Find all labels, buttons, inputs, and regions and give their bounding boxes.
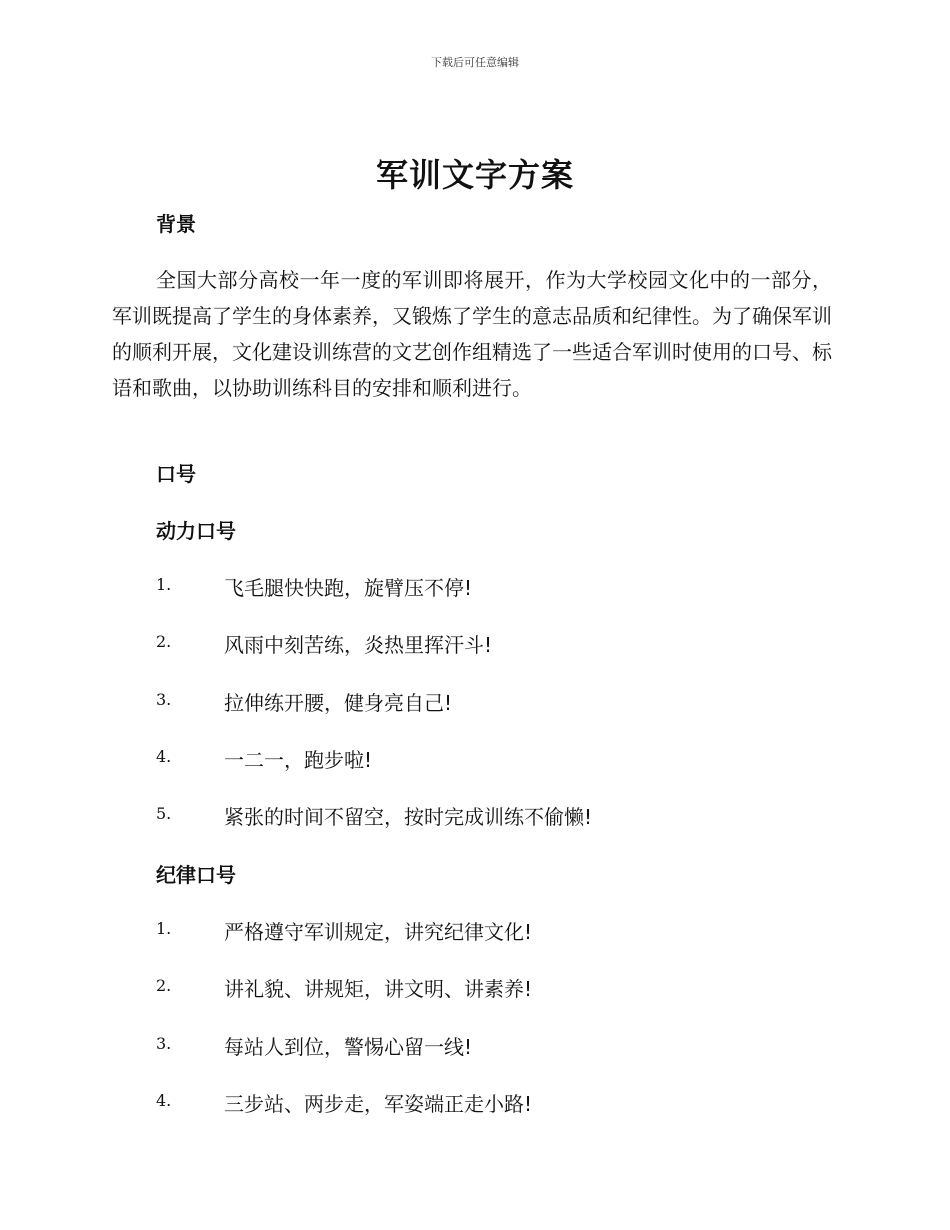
list-number: 3.	[156, 1033, 172, 1053]
slogan-text: 讲礼貌、讲规矩，讲文明、讲素养!	[224, 977, 533, 1002]
slogan-text: 严格遵守军训规定，讲究纪律文化!	[224, 920, 533, 944]
header-note: 下载后可任意编辑	[431, 56, 519, 69]
subsection-heading-power: 动力口号	[156, 519, 236, 543]
slogan-text: 拉伸练开腰，健身亮自己!	[224, 690, 453, 715]
list-number: 3.	[156, 689, 172, 709]
list-item	[156, 1031, 532, 1088]
list-number: 2.	[156, 632, 172, 652]
background-paragraph: 全国大部分高校一年一度的军训即将展开，作为大学校园文化中的一部分，军训既提高了学生的身体素养，又锻炼了学生的意志品质和纪律性。为了确保军训的顺利开展，文化建设训练营的文艺创作组精选了一些适合军训时使用的口号、标语和歌曲，以协助训练科目的安排和顺利进行。	[112, 268, 832, 400]
slogan-text: 三步站、两步走，军姿端正走小路!	[224, 1091, 533, 1116]
list-number: 1.	[156, 575, 172, 594]
slogan-text: 风雨中刻苦练，炎热里挥汗斗!	[224, 633, 493, 658]
list-item	[156, 572, 592, 629]
power-slogan-list	[156, 572, 592, 858]
list-item	[156, 916, 532, 973]
list-item	[156, 629, 592, 686]
slogan-text: 一二一，跑步啦!	[224, 747, 373, 772]
list-number: 4.	[156, 1090, 172, 1110]
list-number: 5.	[156, 804, 172, 824]
discipline-slogan-list	[156, 916, 532, 1145]
slogan-text: 每站人到位，警惕心留一线!	[224, 1034, 473, 1059]
subsection-heading-discipline: 纪律口号	[156, 863, 236, 887]
slogan-text: 紧张的时间不留空，按时完成训练不偷懒!	[224, 805, 593, 830]
list-number: 4.	[156, 746, 172, 766]
list-item	[156, 973, 532, 1030]
list-item	[156, 1088, 532, 1145]
section-heading-background: 背景	[156, 212, 196, 236]
section-heading-slogans: 口号	[156, 462, 196, 486]
list-number: 2.	[156, 976, 172, 996]
slogan-text: 飞毛腿快快跑，旋臂压不停!	[224, 576, 473, 600]
list-item	[156, 687, 592, 744]
list-item	[156, 801, 592, 858]
document-title: 军训文字方案	[375, 156, 574, 194]
list-item	[156, 744, 592, 801]
list-number: 1.	[156, 919, 172, 938]
